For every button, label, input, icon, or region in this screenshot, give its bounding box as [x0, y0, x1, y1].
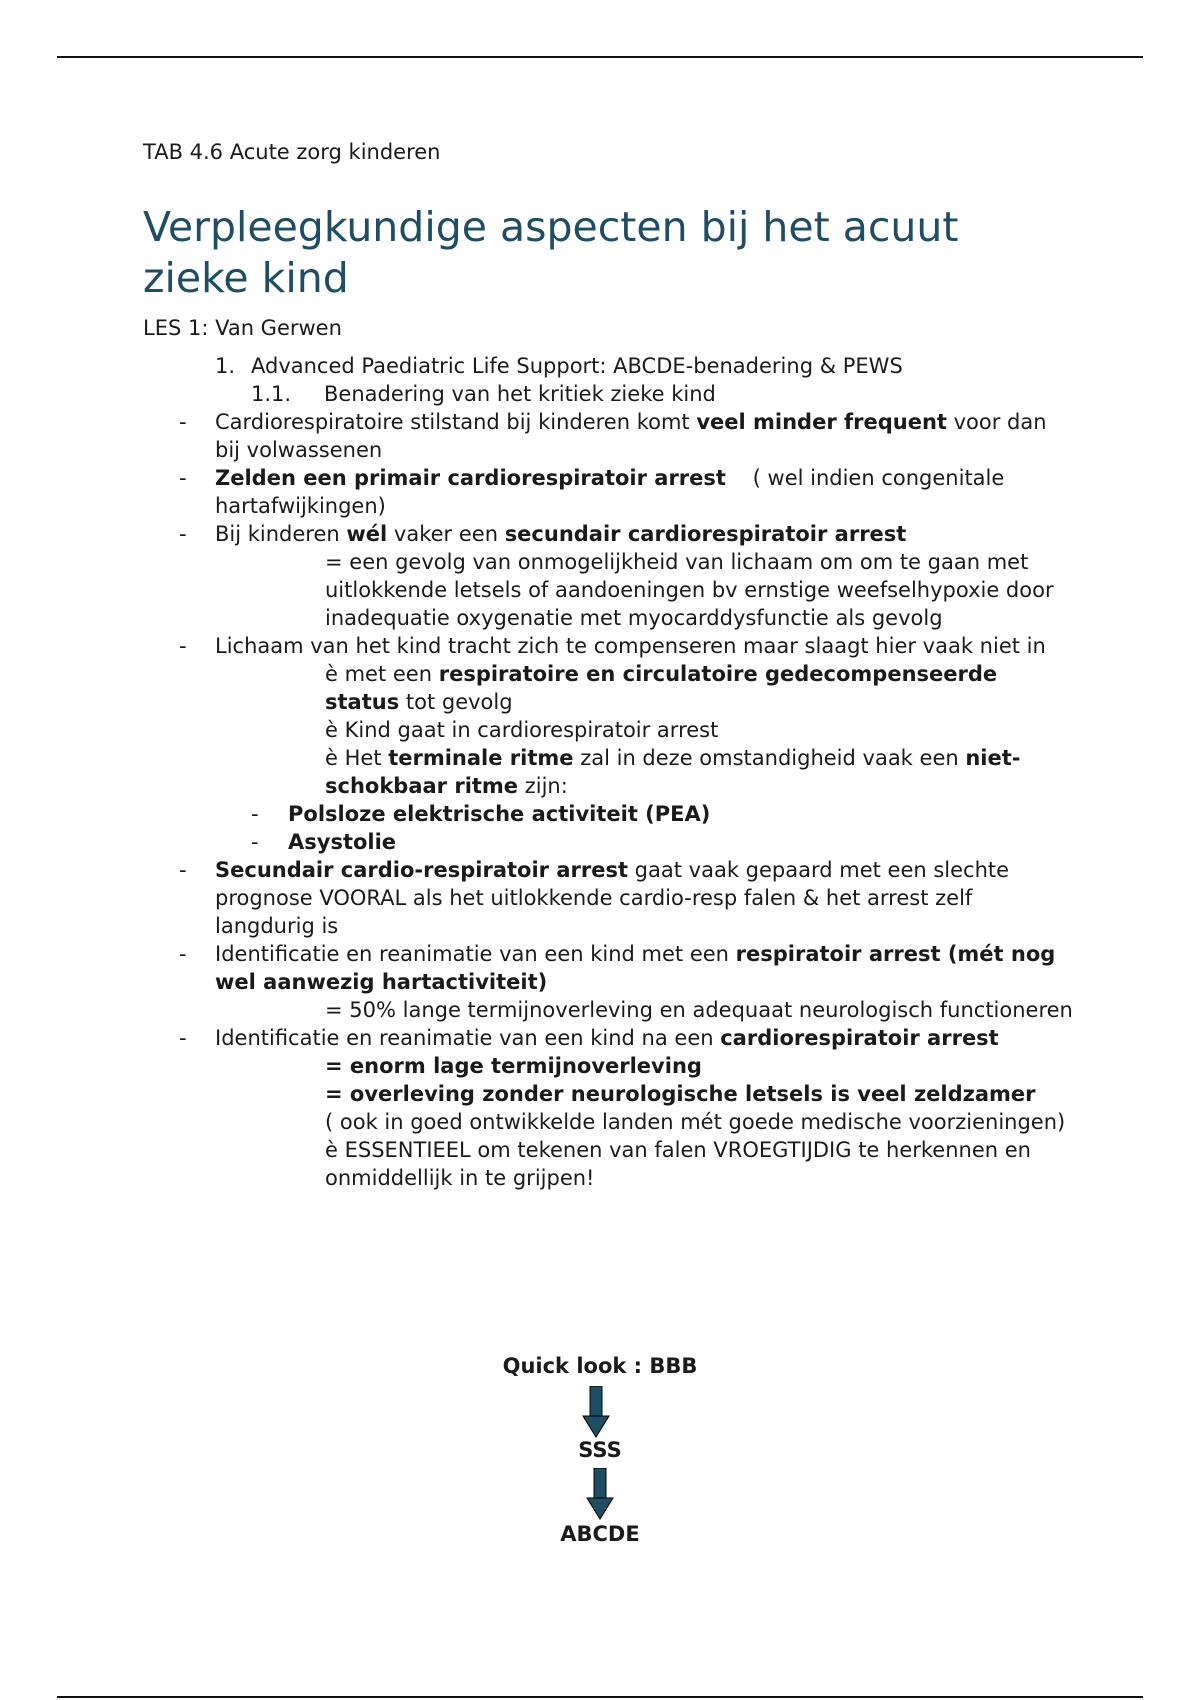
document-header: TAB 4.6 Acute zorg kinderen — [143, 140, 441, 164]
bullet-emphasis: secundair cardiorespiratoir arrest — [504, 522, 907, 546]
bullet-4-consequence-2: è Kind gaat in cardiorespiratoir arrest — [325, 718, 719, 742]
flow-step-sss: SSS — [578, 1438, 622, 1462]
bullet-emphasis: cardiorespiratoir arrest — [720, 1026, 999, 1050]
page-title: Verpleegkundige aspecten bij het acuut zieke kind — [143, 203, 959, 302]
bullet-emphasis: respiratoir arrest (mét nog wel aanwezig hartactiviteit) — [215, 942, 1056, 994]
bullet-item-1 — [143, 408, 1073, 464]
detail-emphasis: terminale ritme — [388, 746, 574, 770]
bullet-dash: - — [179, 634, 187, 658]
bullet-dash: - — [179, 410, 187, 434]
bullet-dash: - — [179, 942, 187, 966]
sub-bullet-asystolie — [143, 828, 1073, 856]
flow-step-quick-look: Quick look : BBB — [502, 1354, 698, 1378]
bullet-7-detail-2: = overleving zonder neurologische letsels is veel zeldzamer — [325, 1082, 1036, 1106]
bullet-text: Cardiorespiratoire stilstand bij kinderen komt — [215, 410, 697, 434]
bullet-item-7 — [143, 1024, 1073, 1052]
bullet-emphasis: wél — [346, 522, 388, 546]
bullet-item-2 — [143, 464, 1073, 520]
bullet-text: ( wel indien congenitale hartafwijkingen) — [215, 466, 1011, 518]
bullet-3-detail: = een gevolg van onmogelijkheid van lichaam om om te gaan met uitlokkende letsels of aandoeningen bv ernstige weefselhypoxie door inadequatie oxygenatie met myocarddysfunctie als gevolg — [325, 550, 1054, 630]
bullet-7-detail-4: è ESSENTIEEL om tekenen van falen VROEGTIJDIG te herkennen en onmiddellijk in te grijpen! — [325, 1138, 1031, 1190]
heading-level-1-number: 1. — [215, 354, 236, 378]
heading-level-2-text: Benadering van het kritiek zieke kind — [324, 382, 716, 406]
bullet-text: Lichaam van het kind tracht zich te compenseren maar slaagt hier vaak niet in — [215, 634, 1046, 658]
bottom-rule — [57, 1696, 1143, 1698]
bullet-7-detail-3: ( ook in goed ontwikkelde landen mét goede medische voorzieningen) — [325, 1110, 1066, 1134]
bullet-text: Identificatie en reanimatie van een kind na een — [215, 1026, 721, 1050]
bullet-emphasis: Zelden een primair cardiorespiratoir arrest — [215, 466, 726, 490]
bullet-dash: - — [179, 466, 187, 490]
top-rule — [57, 56, 1143, 58]
bullet-dash: - — [179, 1026, 187, 1050]
flow-step-abcde: ABCDE — [560, 1522, 640, 1546]
detail-text: zijn: — [518, 774, 568, 798]
bullet-text: voor dan bij volwassenen — [215, 410, 1047, 462]
bullet-4-consequence-1 — [143, 660, 1073, 716]
detail-text: tot gevolg — [399, 690, 513, 714]
detail-emphasis: respiratoire en circulatoire gedecompenseerde status — [325, 662, 998, 714]
bullet-emphasis: veel minder frequent — [696, 410, 947, 434]
bullet-text: gaat vaak gepaard met een slechte prognose VOORAL als het uitlokkende cardio-resp falen & het arrest zelf langdurig is — [215, 858, 1010, 938]
bullet-text: Bij kinderen — [215, 522, 347, 546]
bullet-6-detail: = 50% lange termijnoverleving en adequaat neurologisch functioneren — [325, 998, 1073, 1022]
detail-text: zal in deze omstandigheid vaak een — [573, 746, 966, 770]
lesson-label: LES 1: Van Gerwen — [143, 316, 342, 340]
detail-emphasis: niet-schokbaar ritme — [325, 746, 1021, 798]
down-arrow-icon — [586, 1468, 614, 1520]
bullet-item-3 — [143, 520, 1073, 548]
bullet-item-4 — [143, 632, 1073, 660]
bullet-dash: - — [179, 522, 187, 546]
bullet-item-6 — [143, 940, 1073, 996]
bullet-text: Identificatie en reanimatie van een kind met een — [215, 942, 736, 966]
bullet-dash: - — [179, 858, 187, 882]
bullet-dash: - — [251, 830, 259, 854]
bullet-emphasis: Secundair cardio-respiratoir arrest — [215, 858, 628, 882]
bullet-dash: - — [251, 802, 259, 826]
heading-level-2 — [251, 380, 1073, 408]
bullet-item-5 — [143, 856, 1073, 940]
bullet-7-detail-1: = enorm lage termijnoverleving — [325, 1054, 702, 1078]
heading-level-1-text: Advanced Paediatric Life Support: ABCDE-benadering & PEWS — [251, 354, 903, 378]
down-arrow-icon — [582, 1386, 610, 1438]
heading-level-2-number: 1.1. — [251, 382, 292, 406]
heading-level-1 — [215, 352, 1073, 380]
bullet-text: vaker een — [387, 522, 505, 546]
detail-text: è met een — [325, 662, 439, 686]
detail-text: è Het — [325, 746, 389, 770]
sub-bullet-pea — [143, 800, 1073, 828]
sub-bullet-text: Asystolie — [288, 830, 397, 854]
bullet-4-consequence-3 — [143, 744, 1073, 800]
sub-bullet-text: Polsloze elektrische activiteit (PEA) — [288, 802, 711, 826]
document-body — [143, 138, 1073, 1192]
